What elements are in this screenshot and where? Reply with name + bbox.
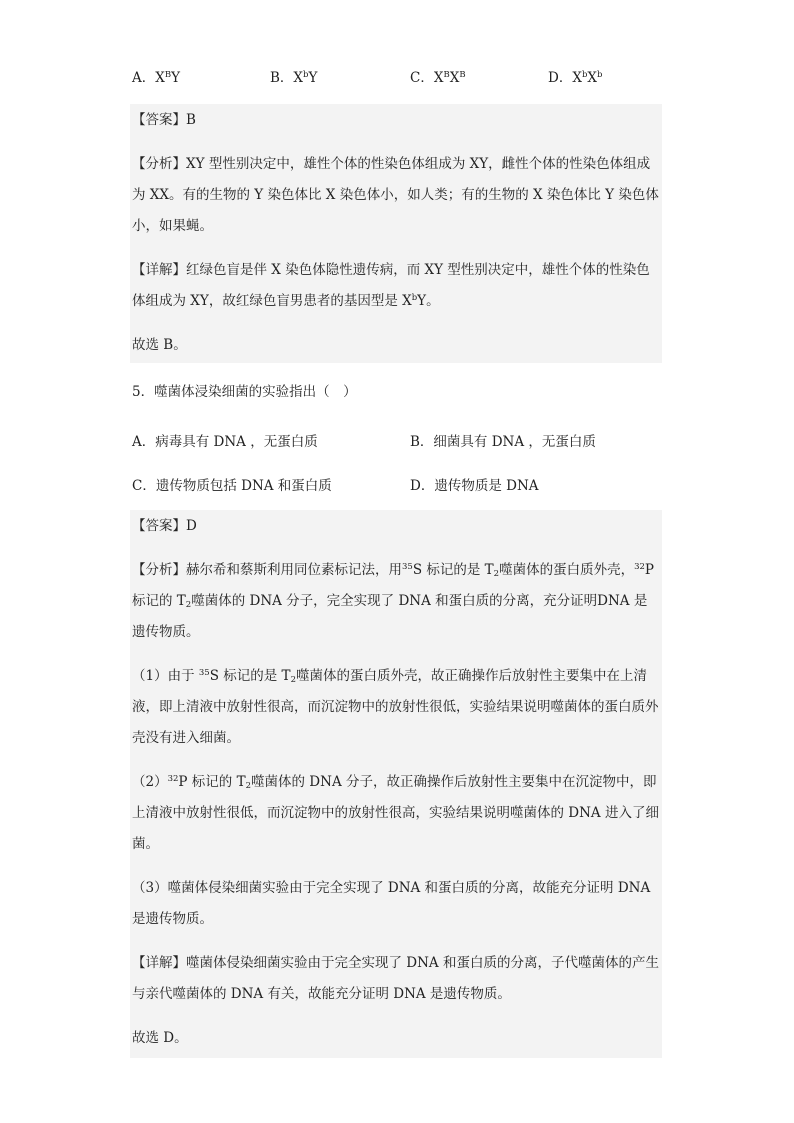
q5-option-a: A．病毒具有 DNA ，无蛋白质: [132, 434, 318, 450]
q4-options: [130, 66, 662, 86]
q4-option-b-suffix: Y: [308, 70, 318, 86]
q5-analysis-sup2: 32: [634, 562, 645, 572]
q5-point2-sup: 32: [167, 774, 179, 784]
q5-option-c: C．遗传物质包括 DNA 和蛋白质: [132, 478, 332, 494]
q5-analysis-t2: S 标记的是 T: [412, 562, 494, 578]
q5-point2-t1: （2）: [132, 774, 168, 790]
q4-option-c-sup2: B: [459, 70, 466, 80]
q5-point-2: [132, 767, 660, 860]
q4-answer: 【答案】B: [132, 112, 196, 128]
q5-analysis: [132, 555, 660, 648]
q4-detail: [132, 255, 660, 317]
q5-stem: 5．噬菌体浸染细菌的实验指出（ ）: [132, 384, 357, 400]
q4-option-b-sup: b: [303, 70, 309, 80]
analysis-tag: 【分析】: [132, 156, 186, 172]
q4-option-a-suffix: Y: [171, 70, 181, 86]
detail-tag: 【详解】: [132, 955, 186, 971]
q5-solution: [130, 510, 662, 1058]
q4-detail-end: Y。: [417, 293, 440, 309]
q4-option-b: [270, 66, 317, 86]
q4-option-c: [410, 66, 466, 86]
analysis-tag: 【分析】: [132, 562, 186, 578]
q4-option-a-sup: B: [164, 70, 172, 80]
q4-option-d-mid: X: [587, 70, 598, 86]
q4-option-c-mid: X: [449, 70, 460, 86]
q4-option-d-sup2: b: [597, 70, 603, 80]
q5-analysis-t3: 噬菌体的蛋白质外壳，: [499, 562, 635, 578]
q5-option-b: B．细菌具有 DNA ，无蛋白质: [410, 434, 596, 450]
q5-point1-sub: 2: [290, 675, 296, 685]
q4-choose: 故选 B。: [132, 337, 187, 353]
q5-point-3: （3）噬菌体侵染细菌实验由于完全实现了 DNA 和蛋白质的分离，故能充分证明 DNA 是遗传物质。: [132, 880, 651, 927]
q4-option-b-text: B．X: [270, 70, 304, 86]
q4-option-d-sup1: b: [581, 70, 588, 80]
q5-analysis-sub1: 2: [493, 569, 500, 579]
q4-detail-sup: b: [411, 293, 418, 303]
q4-option-c-text: C．X: [410, 70, 444, 86]
q5-point2-sub: 2: [245, 781, 252, 791]
q5-point1-t3: 噬菌体的蛋白质外壳，故正确操作后放射性主要集中在上清液，即上清液中放射性很高，而沉淀物中的放射性很低，实验结果说明噬菌体的蛋白质外壳没有进入细菌。: [132, 668, 659, 746]
q5-choose: 故选 D。: [132, 1030, 188, 1046]
q5-point1-sup: 35: [198, 668, 210, 678]
q4-option-a: [132, 66, 180, 86]
q5-analysis-sub2: 2: [185, 600, 192, 610]
q4-analysis-text: XY 型性别决定中，雄性个体的性染色体组成为 XY，雌性个体的性染色体组成为 XX。有的生物的 Y 染色体比 X 染色体小，如人类；有的生物的 X 染色体比 Y 染色体小，如果蝇。: [132, 156, 659, 234]
q4-option-a-text: A．X: [132, 70, 165, 86]
q5-option-d: D．遗传物质是 DNA: [410, 478, 539, 494]
q5-answer: 【答案】D: [132, 518, 197, 534]
q4-analysis: [132, 149, 660, 242]
q5-point1-t1: （1）由于: [132, 668, 199, 684]
q4-option-c-sup1: B: [443, 70, 450, 80]
q5-options-row1: [130, 430, 662, 450]
q4-option-d-text: D．X: [548, 70, 582, 86]
q5-analysis-t5: 噬菌体的 DNA 分子，完全实现了 DNA 和蛋白质的分离，充分证明DNA 是遗传物质。: [132, 593, 648, 640]
q4-option-d: [548, 66, 602, 86]
q4-detail-text: 红绿色盲是伴 X 染色体隐性遗传病，而 XY 型性别决定中，雄性个体的性染色体组成为 XY，故红绿色盲男患者的基因型是 X: [132, 262, 650, 309]
q5-analysis-t4: P 标记的 T: [132, 562, 655, 609]
q5-point2-t2: P 标记的 T: [178, 774, 246, 790]
q5-point-1: [132, 661, 660, 754]
q5-analysis-t1: 赫尔希和蔡斯利用同位素标记法，用: [186, 562, 402, 578]
q5-point1-t2: S 标记的是 T: [209, 668, 291, 684]
document-page: [130, 0, 662, 1058]
detail-tag: 【详解】: [132, 262, 186, 278]
q5-detail-text: 噬菌体侵染细菌实验由于完全实现了 DNA 和蛋白质的分离，子代噬菌体的产生与亲代噬菌体的 DNA 有关，故能充分证明 DNA 是遗传物质。: [132, 955, 659, 1002]
q4-solution: [130, 104, 662, 363]
q5-options-row2: [130, 474, 662, 494]
q5-analysis-sup1: 35: [402, 562, 413, 572]
q5-detail: [132, 948, 660, 1010]
q5-point2-t3: 噬菌体的 DNA 分子，故正确操作后放射性主要集中在沉淀物中，即上清液中放射性很低，而沉淀物中的放射性很高，实验结果说明噬菌体的 DNA 进入了细菌。: [132, 774, 659, 852]
